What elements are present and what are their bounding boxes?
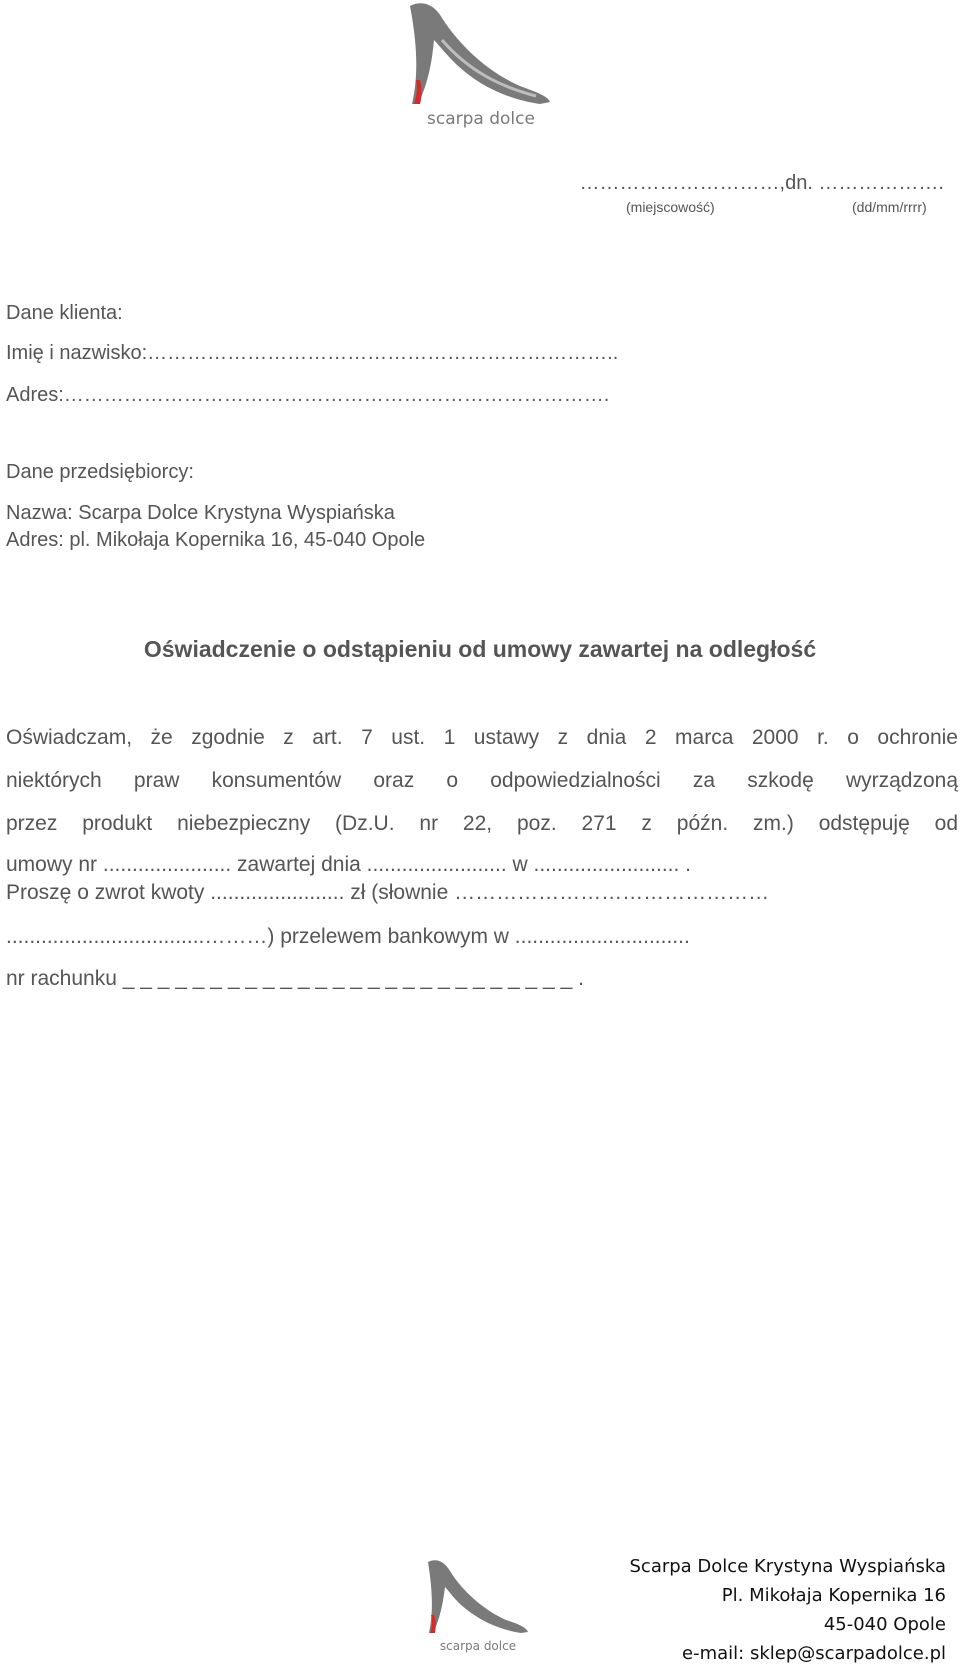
client-name-field: Imię i nazwisko:…………………………………………………………….. [6,342,619,364]
entrepreneur-address: Adres: pl. Mikołaja Kopernika 16, 45-040 Opole [6,529,426,551]
client-section-label: Dane klienta: [6,302,123,324]
entrepreneur-section-label: Dane przedsiębiorcy: [6,461,194,483]
logo-text: scarpa dolce [439,1639,517,1653]
place-hint: (miejscowość) [626,199,715,215]
account-number-line: nr rachunku _ _ _ _ _ _ _ _ _ _ _ _ _ _ _ _ _ _ _ _ _ _ _ _ _ _ . [6,967,584,990]
company-logo [408,0,554,134]
footer-city: 45-040 Opole [823,1614,946,1635]
footer-company: Scarpa Dolce Krystyna Wyspiańska [629,1556,946,1577]
footer-email: e-mail: sklep@scarpadolce.pl [682,1643,946,1664]
client-address-field: Adres:………………………………………………………………………. [6,384,610,406]
refund-amount-line: Proszę o zwrot kwoty ....................... zł (słownie ……………………………………… [6,881,770,904]
footer-logo [426,1558,530,1658]
logo-text: scarpa dolce [427,109,535,129]
footer-street: Pl. Mikołaja Kopernika 16 [721,1585,946,1606]
refund-method-line: ..................................………) przelewem bankowym w .............................. [6,925,690,948]
document-title: Oświadczenie o odstąpieniu od umowy zawartej na odległość [143,636,817,662]
shoe-logo-icon [426,1558,530,1658]
entrepreneur-name: Nazwa: Scarpa Dolce Krystyna Wyspiańska [6,502,395,524]
statement-line: Oświadczam, że zgodnie z art. 7 ust. 1 ustawy z dnia 2 marca 2000 r. o ochronie [6,726,958,749]
shoe-logo-icon [408,0,554,134]
contract-number-line: umowy nr ...................... zawartej dnia ........................ w ......................... . [6,853,692,876]
date-hint: (dd/mm/rrrr) [852,199,927,215]
statement-line: niektórych praw konsumentów oraz o odpowiedzialności za szkodę wyrządzoną [6,769,958,792]
statement-paragraph [6,716,958,845]
footer-contact [630,1552,947,1668]
place-date-line: …………………………,dn. ………………. [579,172,944,194]
statement-line: przez produkt niebezpieczny (Dz.U. nr 22, poz. 271 z późn. zm.) odstępuję od [6,812,958,835]
